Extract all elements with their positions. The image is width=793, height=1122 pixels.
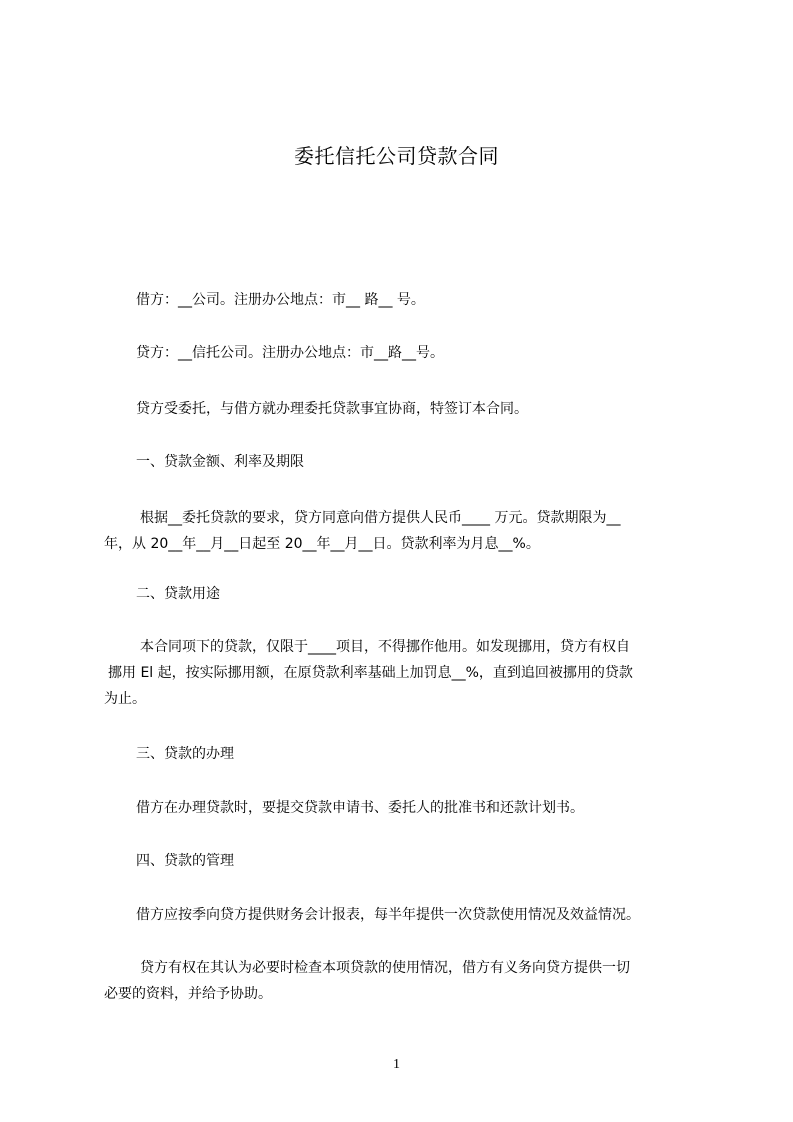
- loan-management-paragraph-1: [104, 902, 704, 928]
- preamble: [104, 396, 704, 422]
- text-line: 本合同项下的贷款，仅限于____项目，不得挪作他用。如发现挪用，贷方有权自: [140, 639, 630, 655]
- borrower-info: [104, 287, 704, 313]
- loan-terms-paragraph: [104, 505, 704, 557]
- section-heading-3: [104, 741, 704, 767]
- text-line: 四、贷款的管理: [136, 853, 234, 869]
- loan-procedure-paragraph: [104, 795, 704, 821]
- page-number: 1: [393, 1057, 400, 1072]
- text-line: 借方：__公司。注册办公地点：市__ 路__ 号。: [136, 292, 425, 308]
- section-heading-2: [104, 581, 704, 607]
- text-line: 挪用 El 起，按实际挪用额，在原贷款利率基础上加罚息__%，直到追回被挪用的贷款: [108, 665, 633, 681]
- text-line: 三、贷款的办理: [136, 746, 234, 762]
- section-heading-4: [104, 848, 704, 874]
- text-line: 二、贷款用途: [136, 586, 220, 602]
- text-line: 一、贷款金额、利率及期限: [136, 454, 304, 470]
- lender-info: [104, 340, 704, 366]
- text-line: 年，从 20__年__月__日起至 20__年__月__日。贷款利率为月息__%。: [104, 536, 540, 552]
- text-line: 贷方有权在其认为必要时检查本项贷款的使用情况，借方有义务向贷方提供一切: [140, 960, 630, 976]
- loan-management-paragraph-2: [104, 955, 704, 1007]
- loan-purpose-paragraph: [104, 634, 704, 712]
- section-heading-1: [104, 449, 704, 475]
- text-line: 根据__委托贷款的要求，贷方同意向借方提供人民币____ 万元。贷款期限为__: [140, 510, 621, 526]
- text-line: 借方应按季向贷方提供财务会计报表，每半年提供一次贷款使用情况及效益情况。: [136, 907, 640, 923]
- text-line: 借方在办理贷款时，要提交贷款申请书、委托人的批准书和还款计划书。: [136, 800, 584, 816]
- document-title: 委托信托公司贷款合同: [294, 144, 499, 168]
- text-line: 贷方：__信托公司。注册办公地点：市__路__号。: [136, 345, 444, 361]
- text-line: 为止。: [104, 691, 146, 707]
- text-line: 必要的资料，并给予协助。: [104, 986, 272, 1002]
- text-line: 贷方受委托，与借方就办理委托贷款事宜协商，特签订本合同。: [136, 401, 528, 417]
